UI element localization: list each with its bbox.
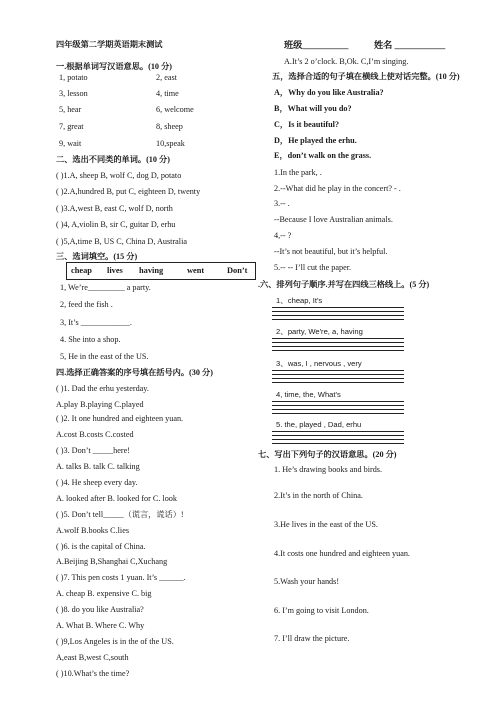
s1-word-2: 2, east [156, 73, 177, 82]
s5-item-3-answer: --Because I love Australian animals. [274, 215, 393, 224]
s3-item-4: 4. She into a shop. [60, 335, 121, 344]
section4-heading: 四.选择正确答案的序号填在括号内。(30 分) [56, 368, 213, 377]
section3-heading: 三、选词填空。(15 分) [56, 252, 138, 261]
s5-item-2: 2.--What did he play in the concert? - . [274, 184, 401, 193]
s5-item-4-answer: --It’s not beautiful, but it’s helpful. [274, 247, 388, 256]
s1-word-4: 4, time [156, 89, 179, 98]
s2-item-1: ( )1.A, sheep B, wolf C, dog D, potato [56, 171, 182, 180]
s4-line: A.wolf B.books C.lies [56, 526, 130, 535]
section7-heading: 七、写出下列句子的汉语意思。(20 分) [258, 450, 397, 459]
s2-item-2: ( )2.A,hundred B, put C, eighteen D, twenty [56, 187, 201, 196]
s4-line: A.Beijing B,Shanghai C,Xuchang [56, 557, 168, 566]
s3-item-5: 5, He in the east of the US. [60, 352, 149, 361]
s2-item-3: ( )3.A,west B, east C, wolf D, north [56, 204, 173, 213]
s7-item-3: 3.He lives in the east of the US. [274, 520, 378, 529]
s2-item-5: ( )5,A,time B, US C, China D, Australia [56, 237, 187, 246]
word-bank-word: cheap [71, 266, 92, 275]
s4-line: ( )3. Don’t _____here! [56, 446, 130, 455]
s5-item-1: 1.In the park, . [274, 168, 322, 177]
page-title: 四年级第二学期英语期末测试 [56, 40, 163, 49]
s6-item-1: 1、cheap, It's [276, 296, 323, 305]
s1-word-1: 1, potato [59, 73, 88, 82]
s5-item-5: 5.-- -- I’ll cut the paper. [274, 263, 352, 272]
s1-word-7: 7, great [59, 122, 84, 131]
section5-heading: 五，选择合适的句子填在横线上使对话完整。(10 分) [272, 72, 460, 81]
s7-item-4: 4.It costs one hundred and eighteen yuan. [274, 549, 410, 558]
s3-item-3: 3, It’s ____________. [60, 318, 132, 327]
word-bank-word: having [139, 266, 164, 275]
s1-word-8: 8, sheep [156, 122, 183, 131]
s7-item-6: 6. I’m going to visit London. [274, 606, 369, 615]
s4-line: A. What B. Where C. Why [56, 621, 145, 630]
s4-line: ( )8. do you like Australia? [56, 605, 144, 614]
s4-line: ( )4. He sheep every day. [56, 478, 138, 487]
four-line-grid[interactable] [272, 338, 404, 354]
s6-item-2: 2、party, We're, a, having [276, 327, 363, 336]
s1-word-9: 9, wait [59, 139, 82, 148]
s4-line: ( )1. Dad the erhu yesterday. [56, 384, 149, 393]
class-label: 班级__________ [284, 40, 349, 50]
section1-heading: 一.根据单词写汉语意思。(10 分) [56, 62, 172, 71]
s4-line: ( )2. It one hundred and eighteen yuan. [56, 414, 184, 423]
s1-word-3: 3, lesson [59, 89, 88, 98]
s4-line: ( )7. This pen costs 1 yuan. It’s ______. [56, 573, 186, 582]
s7-item-1: 1. He’s drawing books and birds. [274, 465, 383, 474]
four-line-grid[interactable] [272, 401, 404, 417]
s5-option-a: A，Why do you like Australia? [274, 88, 384, 97]
s3-item-2: 2, feed the fish . [60, 300, 113, 309]
s4-line: A. talks B. talk C. talking [56, 462, 140, 471]
four-line-grid[interactable] [272, 307, 404, 323]
s4-line: A. cheap B. expensive C. big [56, 589, 152, 598]
s1-word-10: 10,speak [156, 139, 185, 148]
s5-option-b: B，What will you do? [274, 104, 352, 113]
word-bank-word: lives [107, 266, 123, 275]
four-line-grid[interactable] [272, 370, 404, 386]
s5-option-e: E，don’t walk on the grass. [274, 151, 372, 160]
s4-line: A,east B,west C,south [56, 653, 129, 662]
s4-line: A.cost B.costs C.costed [56, 430, 134, 439]
word-bank-word: went [187, 266, 205, 275]
s1-word-6: 6, welcome [156, 105, 194, 114]
name-label: 姓名 ___________ [374, 40, 446, 50]
s5-option-c: C，Is it beautiful? [274, 120, 340, 129]
s7-item-7: 7. I’ll draw the picture. [274, 634, 350, 643]
word-bank-word: Don’t [227, 266, 248, 275]
s3-item-1: 1, We’re_________ a party. [60, 283, 151, 292]
s7-item-2: 2.It’s in the north of China. [274, 491, 363, 500]
s2-item-4: ( )4, A,violin B, sir C, guitar D, erhu [56, 220, 176, 229]
s4-line: ( )5. Don’t tell_____（谎言，谎话）! [56, 510, 184, 519]
s6-item-5: 5. the, played , Dad, erhu [276, 420, 362, 429]
s5-item-4: 4,-- ? [274, 231, 292, 240]
word-bank-box [66, 262, 256, 280]
q10-options: A.It’s 2 o’clock. B,Ok. C,I’m singing. [284, 57, 409, 66]
s7-item-5: 5.Wash your hands! [274, 577, 340, 586]
section6-heading: .六、排列句子顺序.并写在四线三格线上。(5 分) [258, 280, 430, 289]
s4-line: A.play B.playing C.played [56, 400, 144, 409]
s4-line: A. looked after B. looked for C. look [56, 494, 177, 503]
s5-item-3: 3.-- . [274, 199, 290, 208]
s4-line: ( )9,Los Angeles is in the of the US. [56, 637, 174, 646]
s1-word-5: 5, hear [59, 105, 82, 114]
s4-line: ( )10.What’s the time? [56, 669, 130, 678]
s4-line: ( )6. is the capital of China. [56, 542, 146, 551]
s6-item-3: 3、was, I , nervous , very [276, 359, 362, 368]
s6-item-4: 4, time, the, What's [276, 390, 341, 399]
s5-option-d: D，He played the erhu. [274, 136, 357, 145]
section2-heading: 二、选出不同类的单词。(10 分) [56, 155, 170, 164]
four-line-grid[interactable] [272, 431, 404, 447]
